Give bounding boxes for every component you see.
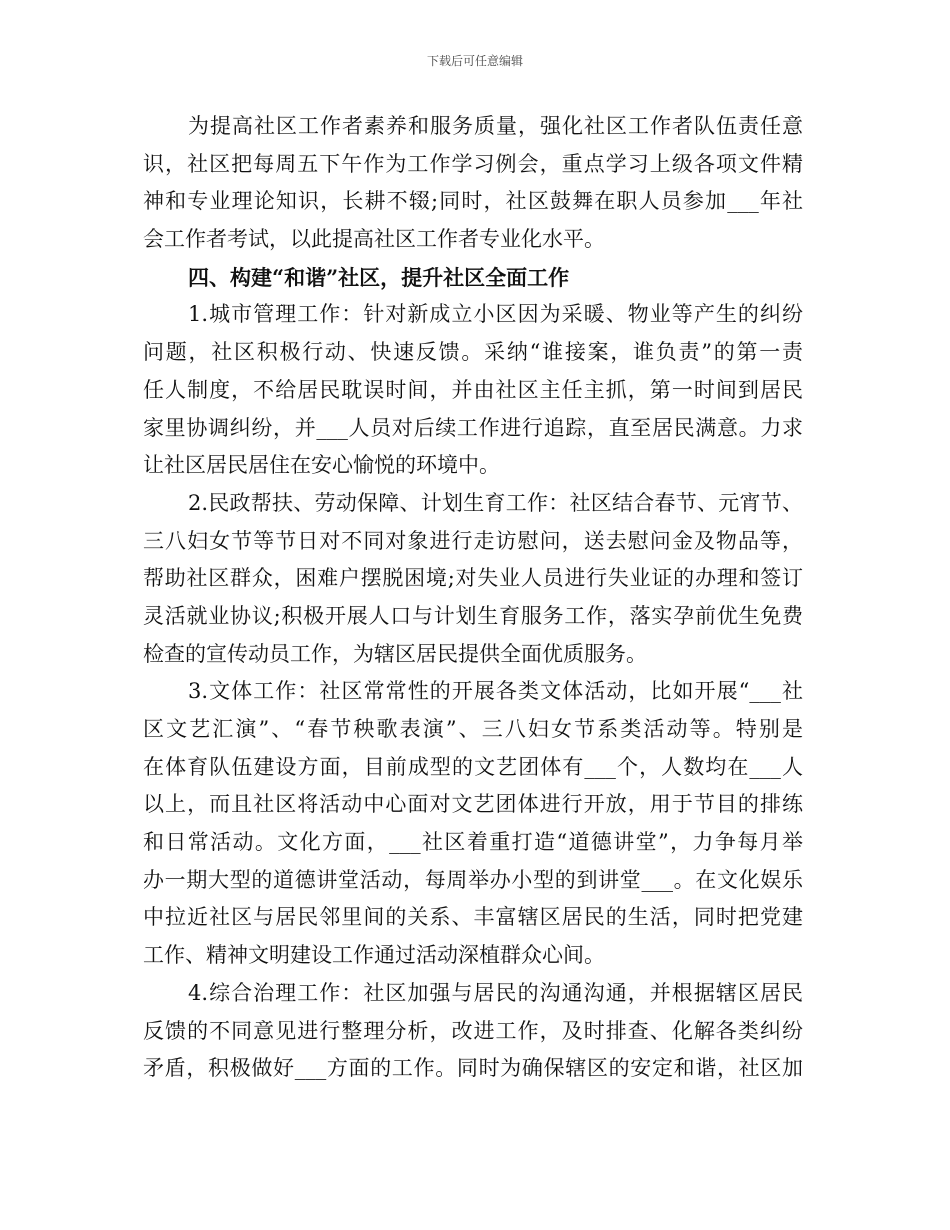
body-text-line: 工作、精神文明建设工作通过活动深植群众心间。 — [143, 943, 605, 968]
page-header: 下载后可任意编辑 — [426, 54, 523, 68]
body-text-line: 在体育队伍建设方面，目前成型的文艺团体有___个，人数均在___人 — [143, 754, 803, 779]
body-text-line: 会工作者考试，以此提高社区工作者专业化水平。 — [143, 227, 605, 252]
document-body — [143, 108, 803, 1088]
body-text-line: 家里协调纠纷，并___人员对后续工作进行追踪，直至居民满意。力求 — [143, 415, 803, 440]
body-text-line: 中拉近社区与居民邻里间的关系、丰富辖区居民的生活，同时把党建 — [143, 905, 803, 930]
body-text-line: 反馈的不同意见进行整理分析，改进工作，及时排查、化解各类纠纷 — [143, 1018, 803, 1043]
body-text-line: 4.综合治理工作：社区加强与居民的沟通沟通，并根据辖区居民 — [188, 980, 803, 1005]
body-text-line: 2.民政帮扶、劳动保障、计划生育工作：社区结合春节、元宵节、 — [188, 490, 803, 515]
body-text-line: 办一期大型的道德讲堂活动，每周举办小型的到讲堂___。在文化娱乐 — [143, 867, 803, 892]
body-text-line: 让社区居民居住在安心愉悦的环境中。 — [143, 453, 500, 478]
body-text-line: 识，社区把每周五下午作为工作学习例会，重点学习上级各项文件精 — [143, 151, 803, 176]
section-heading: 四、构建“和谐”社区，提升社区全面工作 — [188, 264, 570, 290]
body-text-line: 神和专业理论知识，长耕不辍;同时，社区鼓舞在职人员参加___年社 — [143, 189, 803, 214]
body-text-line: 灵活就业协议;积极开展人口与计划生育服务工作，落实孕前优生免费 — [143, 603, 803, 628]
body-text-line: 以上，而且社区将活动中心面对文艺团体进行开放，用于节目的排练 — [143, 792, 803, 817]
body-text-line: 帮助社区群众，困难户摆脱困境;对失业人员进行失业证的办理和签订 — [143, 566, 803, 591]
body-text-line: 任人制度，不给居民耽误时间，并由社区主任主抓，第一时间到居民 — [143, 377, 803, 402]
body-text-line: 3.文体工作：社区常常性的开展各类文体活动，比如开展“___社 — [188, 679, 803, 704]
body-text-line: 问题，社区积极行动、快速反馈。采纳“谁接案，谁负责”的第一责 — [143, 340, 803, 365]
body-text-line: 三八妇女节等节日对不同对象进行走访慰问，送去慰问金及物品等， — [143, 528, 803, 553]
body-text-line: 矛盾，积极做好___方面的工作。同时为确保辖区的安定和谐，社区加 — [143, 1056, 803, 1081]
body-text-line: 和日常活动。文化方面，___社区着重打造“道德讲堂”，力争每月举 — [143, 830, 803, 855]
body-text-line: 区文艺汇演”、“春节秧歌表演”、三八妇女节系类活动等。特别是 — [143, 717, 803, 741]
body-text-line: 1.城市管理工作：针对新成立小区因为采暖、物业等产生的纠纷 — [188, 302, 803, 327]
body-text-line: 为提高社区工作者素养和服务质量，强化社区工作者队伍责任意 — [188, 114, 803, 138]
body-text-line: 检查的宣传动员工作，为辖区居民提供全面优质服务。 — [143, 641, 647, 666]
